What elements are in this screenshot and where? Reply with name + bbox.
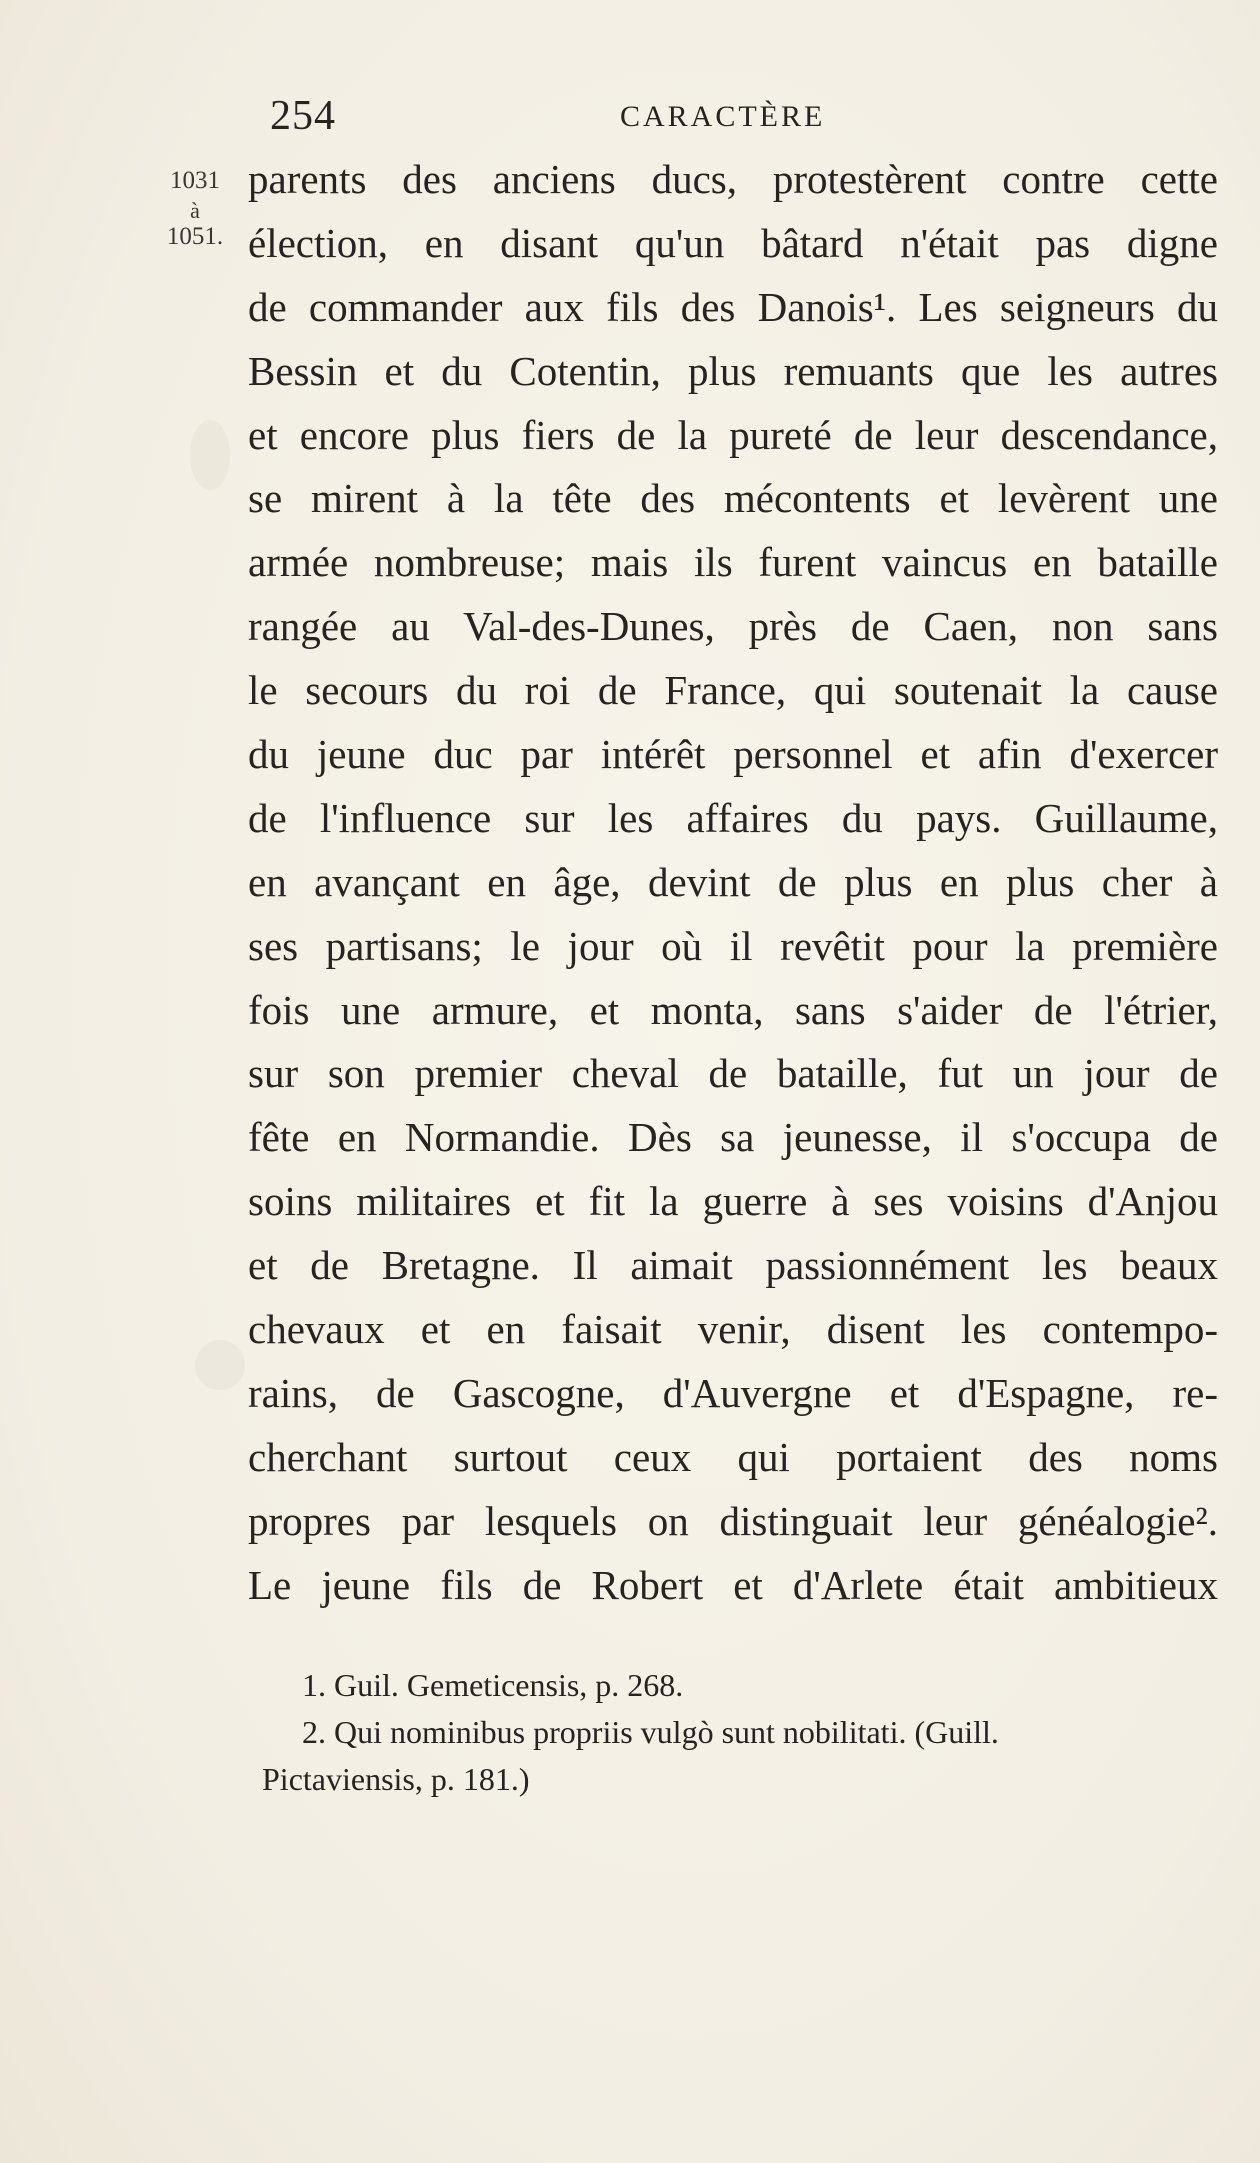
section-title: CARACTÈRE xyxy=(620,100,826,133)
text-line: élection, en disant qu'un bâtard n'était pas digne xyxy=(248,219,1218,266)
text-line: parents des anciens ducs, protestèrent contre cette xyxy=(248,156,1218,202)
text-line: en avançant en âge, devint de plus en plus cher à xyxy=(248,858,1218,905)
text-line: armée nombreuse; mais ils furent vaincus en bataille xyxy=(248,539,1218,586)
margin-date-end: 1051. xyxy=(166,223,224,250)
text-line: Bessin et du Cotentin, plus remuants que les autres xyxy=(248,347,1218,394)
text-line: propres par lesquels on distinguait leur généalogie². xyxy=(248,1497,1218,1544)
text-line: de l'influence sur les affaires du pays. Guillaume, xyxy=(248,794,1218,841)
margin-date-connector: à xyxy=(190,198,200,223)
running-head xyxy=(255,88,1035,148)
text-line: soins militaires et fit la guerre à ses voisins d'Anjou xyxy=(248,1178,1218,1225)
text-line: rains, de Gascogne, d'Auvergne et d'Espagne, re- xyxy=(248,1369,1218,1416)
footnote-2-continuation: Pictaviensis, p. 181.) xyxy=(262,1761,530,1797)
margin-date-start: 1031 xyxy=(170,167,220,194)
footnote-2: 2. Qui nominibus propriis vulgò sunt nobilitati. (Guill. xyxy=(302,1714,999,1750)
margin-date-note xyxy=(160,168,230,254)
text-line: et de Bretagne. Il aimait passionnément les beaux xyxy=(248,1242,1218,1289)
text-line: du jeune duc par intérêt personnel et afin d'exercer xyxy=(248,731,1218,778)
text-line: ses partisans; le jour où il revêtit pour la première xyxy=(248,922,1218,969)
page-stain xyxy=(190,420,230,490)
page-stain xyxy=(195,1340,245,1390)
text-line: sur son premier cheval de bataille, fut un jour de xyxy=(248,1050,1218,1097)
text-line: cherchant surtout ceux qui portaient des noms xyxy=(248,1433,1218,1480)
page-number: 254 xyxy=(270,93,336,139)
text-line: chevaux et en faisait venir, disent les contempo- xyxy=(248,1306,1218,1353)
text-line: Le jeune fils de Robert et d'Arlete était ambitieux xyxy=(248,1561,1218,1608)
footnotes xyxy=(262,1662,1202,1803)
text-line: fois une armure, et monta, sans s'aider de l'étrier, xyxy=(248,986,1218,1033)
text-line: se mirent à la tête des mécontents et levèrent une xyxy=(248,475,1218,522)
text-line: fête en Normandie. Dès sa jeunesse, il s'occupa de xyxy=(248,1114,1218,1161)
text-line: et encore plus fiers de la pureté de leur descendance, xyxy=(248,411,1218,458)
body-text xyxy=(248,148,1218,1617)
text-line: le secours du roi de France, qui soutenait la cause xyxy=(248,667,1218,714)
text-line: rangée au Val-des-Dunes, près de Caen, non sans xyxy=(248,603,1218,650)
text-line: de commander aux fils des Danois¹. Les seigneurs du xyxy=(248,283,1218,330)
footnote-1: 1. Guil. Gemeticensis, p. 268. xyxy=(302,1667,684,1703)
